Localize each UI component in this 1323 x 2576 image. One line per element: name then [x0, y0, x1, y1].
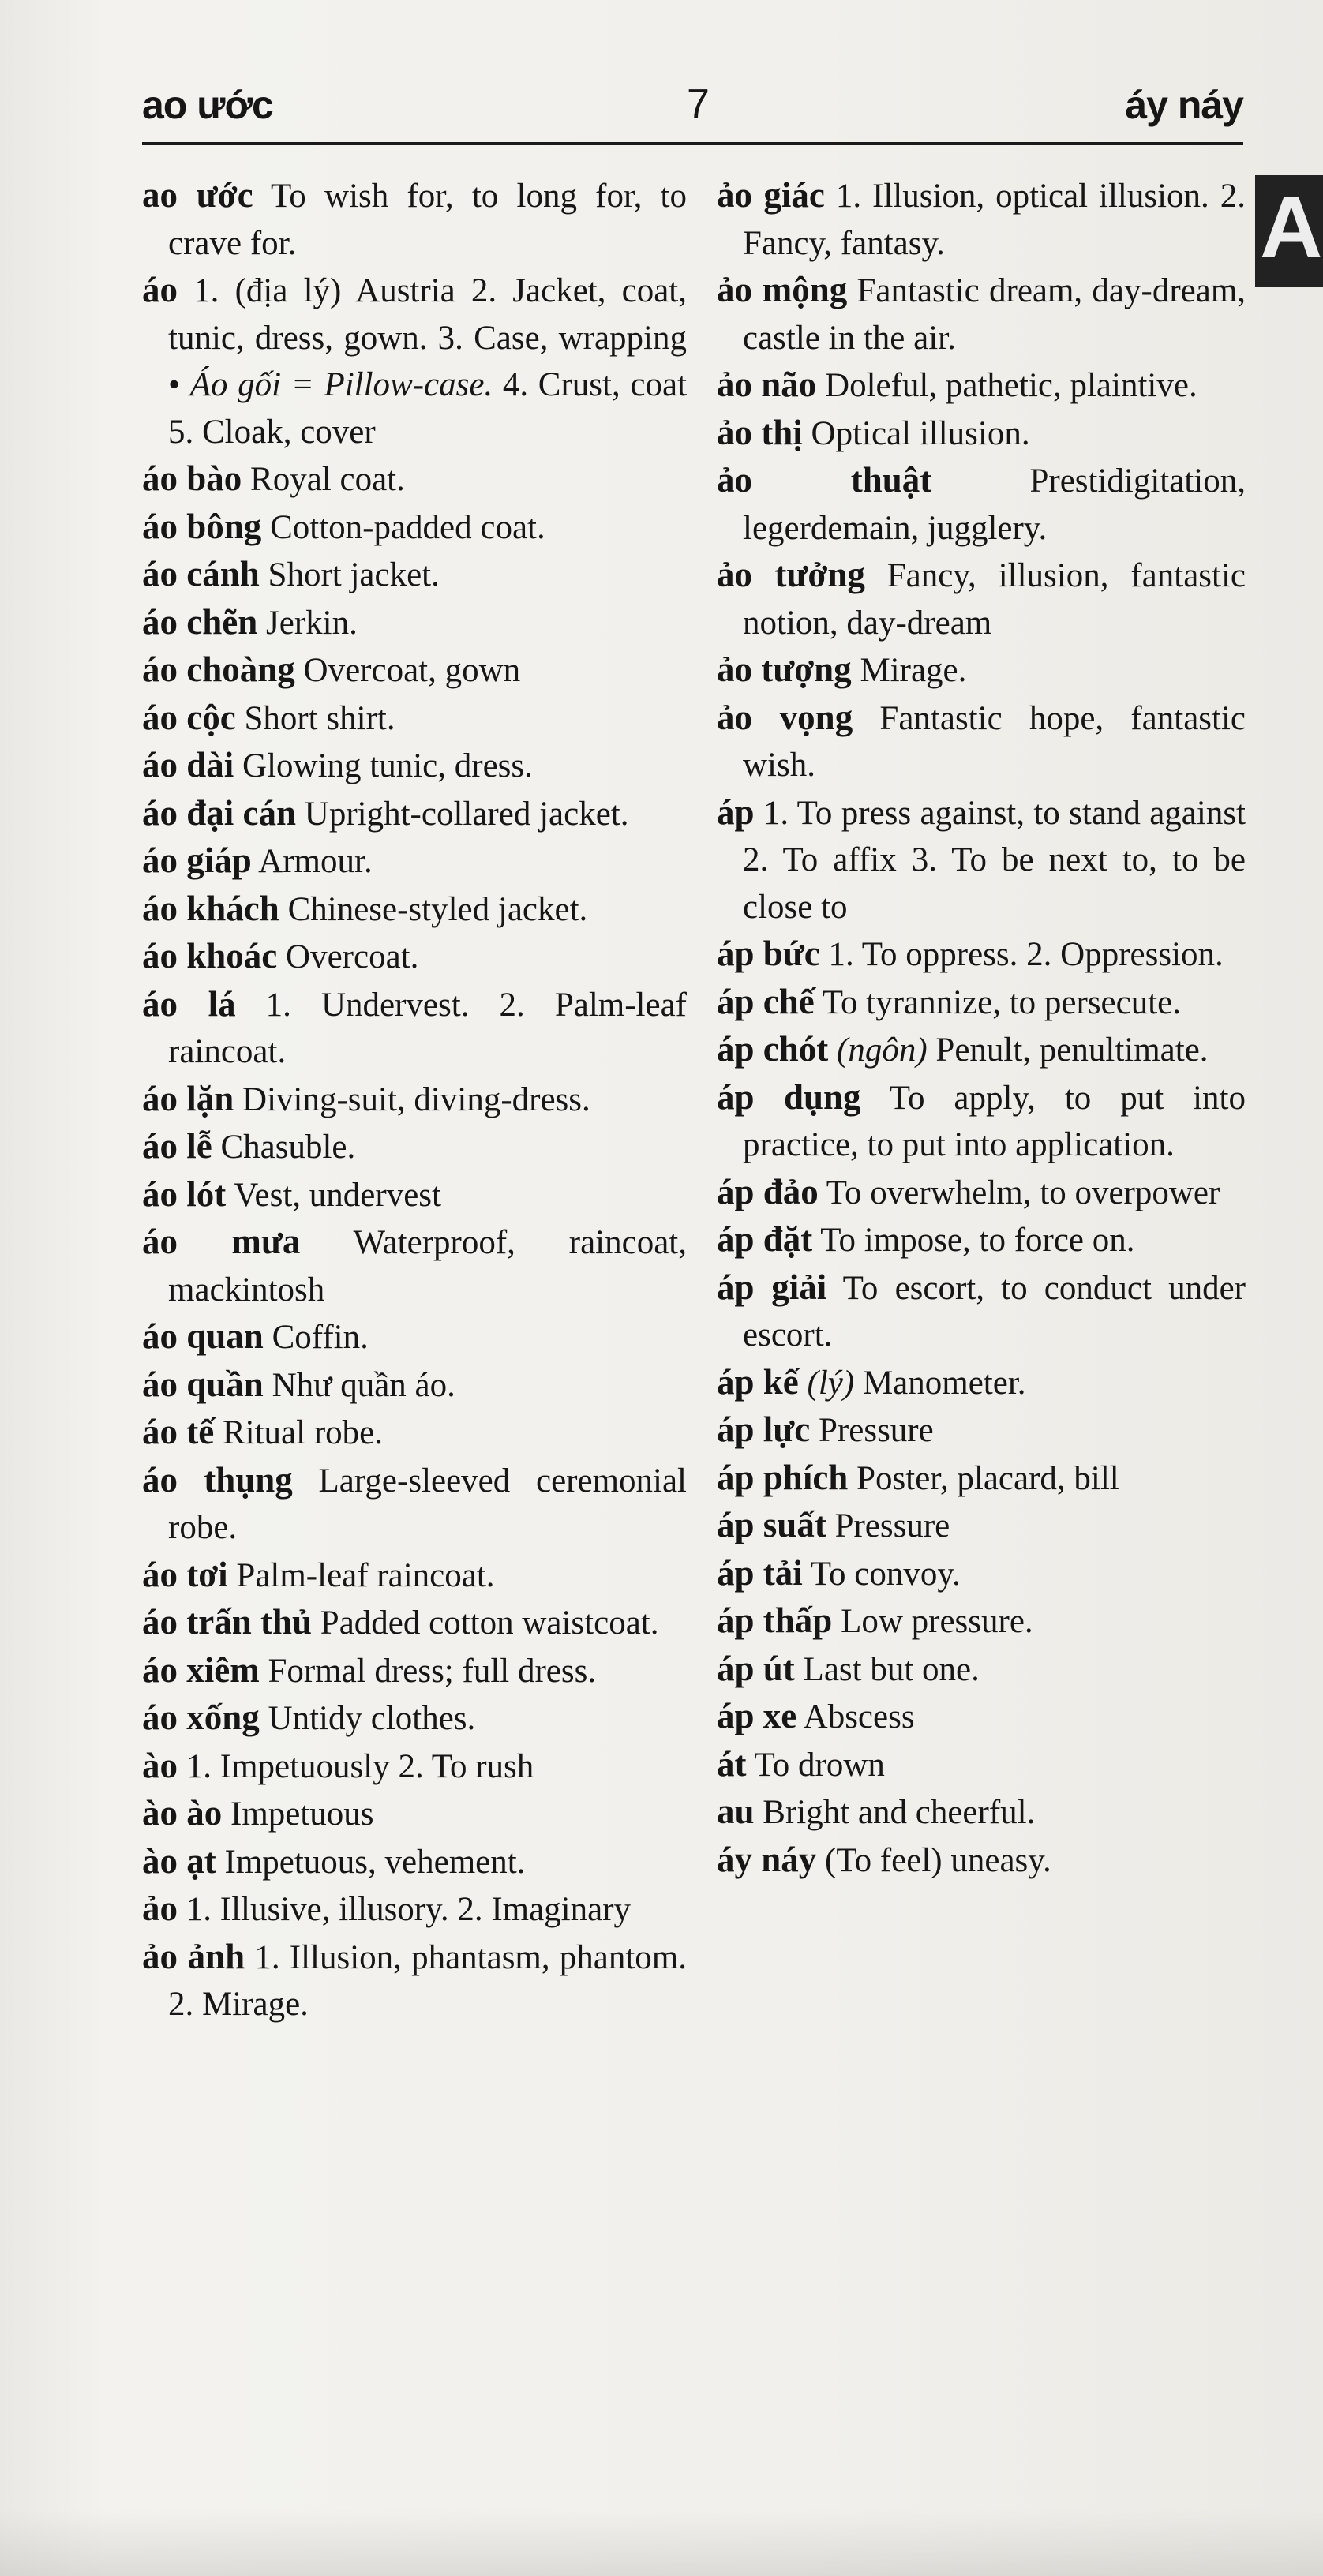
entry-headword: áo đại cán	[142, 792, 297, 833]
entry-definition: Prestidigitation, legerdemain, jugglery.	[743, 462, 1246, 547]
dictionary-entry	[717, 1502, 1246, 1550]
dictionary-entry	[142, 742, 687, 790]
entry-definition: Fantastic hope, fantastic wish.	[743, 699, 1246, 784]
entry-definition: Last but one.	[803, 1650, 980, 1688]
header-last-entry: áy náy	[1125, 83, 1243, 127]
entry-headword: áp tải	[717, 1552, 803, 1593]
dictionary-entry	[717, 1264, 1246, 1359]
entry-definition: 1. Undervest. 2. Palm-leaf raincoat.	[168, 986, 687, 1070]
entry-headword: áo lễ	[142, 1126, 212, 1166]
entry-headword: ảo não	[717, 365, 817, 404]
entry-definition: Manometer.	[862, 1364, 1026, 1402]
entry-definition: Penult, penultimate.	[935, 1032, 1209, 1069]
entry-headword: ao ước	[142, 175, 253, 215]
entry-definition: To overwhelm, to overpower	[826, 1174, 1220, 1211]
entry-headword: áo trấn thủ	[142, 1602, 313, 1642]
entry-headword: áo thụng	[142, 1459, 293, 1500]
header-first-entry: ao ước	[142, 83, 273, 127]
entry-headword: áo khách	[142, 888, 279, 928]
dictionary-entry	[142, 455, 687, 504]
entry-definition: To wish for, to long for, to crave for.	[168, 178, 687, 262]
entry-headword: áo giáp	[142, 841, 252, 880]
dictionary-entry	[142, 1934, 687, 2028]
entry-headword: ảo vọng	[717, 697, 853, 737]
dictionary-entry	[142, 504, 687, 552]
entry-definition: To impose, to force on.	[820, 1222, 1135, 1259]
entry-definition: 1. To press against, to stand against 2. To affix 3. To be next to, to be close to	[743, 794, 1246, 926]
dictionary-entry	[142, 172, 687, 267]
left-column	[142, 172, 687, 2028]
entry-definition: Abscess	[803, 1698, 915, 1735]
dictionary-entry	[717, 457, 1246, 552]
entry-headword: áo khoác	[142, 936, 278, 975]
dictionary-entry	[142, 1076, 687, 1124]
entry-headword: áo tơi	[142, 1554, 228, 1594]
entry-definition: 1. Illusive, illusory. 2. Imaginary	[186, 1891, 632, 1928]
entry-headword: ảo tượng	[717, 650, 852, 689]
entry-headword: ào ạt	[142, 1840, 216, 1881]
entry-definition-continued: 4. Crust, coat 5. Cloak, cover	[168, 366, 688, 451]
entry-headword: áp suất	[717, 1505, 826, 1544]
entry-definition: Overcoat.	[286, 938, 419, 975]
dictionary-entry	[142, 599, 687, 647]
dictionary-entry	[717, 172, 1246, 267]
entry-definition: Short shirt.	[244, 699, 395, 737]
dictionary-entry	[717, 789, 1246, 931]
entry-definition: Impetuous	[230, 1795, 374, 1833]
entry-headword: áp dụng	[717, 1076, 861, 1117]
dictionary-entry	[717, 1693, 1246, 1741]
dictionary-entry	[717, 1074, 1246, 1169]
dictionary-entry	[142, 886, 687, 934]
dictionary-entry	[142, 1171, 687, 1219]
entry-headword: ảo	[142, 1889, 178, 1928]
entry-headword: áo lặn	[142, 1078, 234, 1118]
entry-example: Áo gối = Pillow-case.	[189, 366, 493, 403]
entry-definition: To apply, to put into practice, to put into application.	[743, 1079, 1246, 1163]
entry-definition: Như quần áo.	[272, 1366, 455, 1404]
dictionary-entry	[717, 361, 1246, 410]
entry-definition: 1. To oppress. 2. Oppression.	[828, 936, 1224, 973]
entry-headword: áo quần	[142, 1364, 264, 1404]
dictionary-entry	[142, 1457, 687, 1552]
entry-definition: To drown	[754, 1746, 885, 1784]
dictionary-entry	[142, 1599, 687, 1647]
dictionary-entry	[142, 1552, 687, 1600]
dictionary-entry	[717, 1646, 1246, 1694]
entry-definition: Pressure	[819, 1412, 934, 1449]
entry-definition: Padded cotton waistcoat.	[320, 1604, 659, 1642]
entry-headword: ảo tưởng	[717, 555, 865, 594]
entry-domain-tag: (lý)	[807, 1364, 855, 1402]
entry-headword: áo	[142, 270, 178, 309]
entry-definition: Chasuble.	[220, 1129, 356, 1166]
entry-headword: áp xe	[717, 1696, 797, 1735]
dictionary-entry	[142, 1647, 687, 1695]
entry-definition: Untidy clothes.	[268, 1700, 476, 1737]
entry-headword: áo choàng	[142, 650, 295, 689]
dictionary-entry	[717, 979, 1246, 1027]
dictionary-entry	[717, 1597, 1246, 1646]
entry-headword: áp giải	[717, 1267, 827, 1307]
entry-headword: áo quan	[142, 1316, 264, 1356]
page-header	[142, 79, 1243, 145]
entry-headword: áp đảo	[717, 1171, 819, 1211]
entry-definition: Vest, undervest	[234, 1176, 441, 1214]
entry-headword: ảo thuật	[717, 460, 932, 500]
entry-headword: ảo giác	[717, 175, 825, 215]
entry-definition: Waterproof, raincoat, mackintosh	[168, 1224, 687, 1309]
entry-headword: áo bông	[142, 506, 262, 546]
entry-definition: Royal coat.	[250, 461, 405, 498]
entry-headword: áo mưa	[142, 1222, 301, 1261]
dictionary-entry	[717, 267, 1246, 361]
dictionary-entry	[142, 1123, 687, 1171]
entry-headword: áo chẽn	[142, 601, 258, 642]
entry-headword: áy náy	[717, 1839, 817, 1879]
entry-headword: áo lót	[142, 1174, 227, 1214]
dictionary-entry	[142, 933, 687, 981]
entry-definition: Fantastic dream, day-dream, castle in the air.	[743, 272, 1246, 357]
entry-headword: áo cánh	[142, 554, 260, 593]
dictionary-entry	[142, 837, 687, 886]
entry-headword: áp đặt	[717, 1219, 813, 1259]
dictionary-entry	[142, 695, 687, 743]
dictionary-entry	[142, 1790, 687, 1838]
dictionary-entry	[142, 790, 687, 838]
entry-definition: 1. Impetuously 2. To rush	[186, 1747, 534, 1785]
dictionary-entry	[142, 1409, 687, 1457]
entry-headword: ảo thị	[717, 412, 803, 452]
entry-definition: Formal dress; full dress.	[268, 1652, 597, 1690]
dictionary-entry	[717, 410, 1246, 458]
entry-definition: Short jacket.	[268, 556, 440, 593]
entry-headword: áp bức	[717, 934, 820, 973]
entry-definition: Palm-leaf raincoat.	[236, 1556, 495, 1594]
dictionary-entry	[717, 1741, 1246, 1789]
dictionary-entry	[142, 267, 687, 455]
entry-definition: 1. (địa lý) Austria 2. Jacket, coat, tunic, dress, gown. 3. Case, wrapping •	[168, 272, 688, 403]
dictionary-entry	[717, 1788, 1246, 1837]
entry-definition: Fancy, illusion, fantastic notion, day-dream	[743, 557, 1246, 642]
dictionary-entry	[142, 1838, 687, 1886]
entry-headword: ảo ảnh	[142, 1936, 245, 1976]
entry-definition: Armour.	[258, 843, 373, 880]
entry-headword: ảo mộng	[717, 270, 848, 309]
entry-headword: áp chế	[717, 981, 815, 1021]
entry-definition: 1. Illusion, optical illusion. 2. Fancy, fantasy.	[743, 178, 1246, 262]
entry-headword: áo cộc	[142, 697, 236, 737]
entry-headword: áo dài	[142, 745, 234, 784]
entry-definition: Ritual robe.	[222, 1414, 383, 1451]
dictionary-entry	[717, 1406, 1246, 1455]
entry-definition: Mirage.	[860, 652, 967, 689]
entry-definition: Jerkin.	[266, 604, 358, 642]
entry-headword: áp chót	[717, 1029, 829, 1069]
entry-definition: Poster, placard, bill	[856, 1459, 1119, 1497]
dictionary-entry	[717, 695, 1246, 789]
entry-headword: au	[717, 1792, 755, 1831]
thumb-index-tab	[1255, 175, 1323, 287]
dictionary-entry	[142, 981, 687, 1076]
entry-domain-tag: (ngôn)	[837, 1032, 928, 1069]
entry-headword: ào ào	[142, 1793, 223, 1833]
entry-definition: To escort, to conduct under escort.	[743, 1269, 1246, 1354]
entry-definition: Optical illusion.	[811, 414, 1030, 452]
dictionary-entry	[142, 1885, 687, 1934]
dictionary-entry	[142, 1313, 687, 1361]
dictionary-entry	[142, 1219, 687, 1313]
page-edge-shadow	[0, 2510, 1323, 2576]
thumb-index-letter: A	[1260, 179, 1323, 276]
entry-definition: Diving-suit, diving-dress.	[242, 1080, 590, 1118]
entry-headword: áo lá	[142, 983, 236, 1024]
dictionary-entry	[142, 1743, 687, 1791]
entry-definition: To tyrannize, to persecute.	[822, 983, 1182, 1021]
dictionary-entry	[142, 1694, 687, 1743]
entry-headword: áp kế	[717, 1361, 799, 1402]
dictionary-entry	[142, 646, 687, 695]
entry-headword: ào	[142, 1745, 178, 1785]
entry-headword: áo bào	[142, 459, 242, 498]
entry-headword: át	[717, 1743, 747, 1784]
dictionary-entry	[717, 1550, 1246, 1598]
entry-definition: 1. Illusion, phantasm, phantom. 2. Mirage.	[168, 1938, 688, 2023]
entry-definition: To convoy.	[810, 1555, 961, 1593]
dictionary-entry	[142, 1361, 687, 1410]
entry-headword: áo xiêm	[142, 1649, 260, 1690]
dictionary-entry	[717, 646, 1246, 695]
entry-definition: (To feel) uneasy.	[825, 1841, 1051, 1879]
entry-definition: Bright and cheerful.	[763, 1794, 1036, 1831]
dictionary-entry	[717, 1169, 1246, 1217]
entry-definition: Impetuous, vehement.	[224, 1843, 526, 1881]
dictionary-entry	[717, 1216, 1246, 1264]
entry-definition: Pressure	[834, 1507, 950, 1544]
entry-definition: Overcoat, gown	[303, 652, 521, 689]
dictionary-entry	[142, 551, 687, 599]
entry-definition: Glowing tunic, dress.	[242, 747, 533, 784]
entry-headword: áp út	[717, 1648, 795, 1688]
dictionary-entry	[717, 1837, 1246, 1885]
entry-headword: áp phích	[717, 1457, 849, 1497]
dictionary-entry	[717, 552, 1246, 646]
entry-headword: áp lực	[717, 1410, 811, 1449]
entry-headword: áp thấp	[717, 1601, 833, 1640]
entry-definition: Large-sleeved ceremonial robe.	[168, 1462, 687, 1546]
page-number: 7	[687, 81, 710, 127]
entry-definition: Upright-collared jacket.	[304, 795, 629, 833]
dictionary-entry	[717, 1026, 1246, 1074]
dictionary-entry	[717, 930, 1246, 979]
entry-definition: Coffin.	[272, 1319, 369, 1356]
entry-definition: Low pressure.	[841, 1603, 1033, 1640]
entry-definition: Cotton-padded coat.	[270, 508, 545, 546]
entry-headword: áo xống	[142, 1698, 260, 1737]
entry-headword: áp	[717, 792, 755, 832]
entry-headword: áo tế	[142, 1412, 215, 1451]
entry-definition: Doleful, pathetic, plaintive.	[825, 367, 1197, 404]
right-column	[717, 172, 1246, 1884]
dictionary-entry	[717, 1359, 1246, 1407]
entry-definition: Chinese-styled jacket.	[287, 890, 588, 928]
dictionary-entry	[717, 1455, 1246, 1503]
